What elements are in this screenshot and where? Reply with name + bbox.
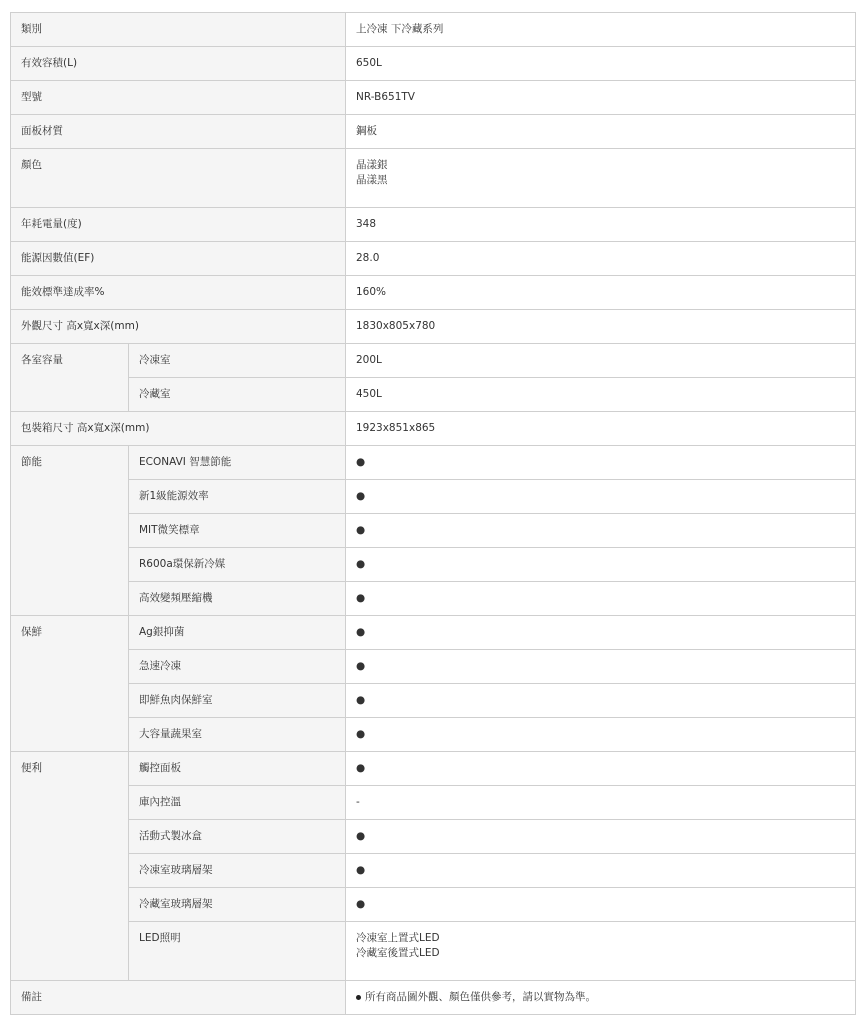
row-value: ●	[346, 854, 856, 888]
table-row-fresh	[11, 684, 856, 718]
row-label: 型號	[11, 81, 346, 115]
row-value: 160%	[346, 276, 856, 310]
table-row-panel	[11, 115, 856, 149]
table-row-fresh	[11, 650, 856, 684]
row-value: ●	[346, 684, 856, 718]
sub-label: 觸控面板	[129, 752, 346, 786]
row-label: 面板材質	[11, 115, 346, 149]
row-label: 有效容積(L)	[11, 47, 346, 81]
sub-label: ECONAVI 智慧節能	[129, 446, 346, 480]
row-value: 348	[346, 208, 856, 242]
value-line: 晶漾銀	[356, 159, 388, 171]
sub-label: 冷凍室	[129, 344, 346, 378]
table-row-efficiency	[11, 276, 856, 310]
table-row-convenience	[11, 786, 856, 820]
sub-label: Ag銀抑菌	[129, 616, 346, 650]
row-value: ●	[346, 650, 856, 684]
row-value: ●	[346, 582, 856, 616]
table-row-compartment	[11, 378, 856, 412]
group-label: 保鮮	[11, 616, 129, 752]
row-label: 能效標準達成率%	[11, 276, 346, 310]
row-value: 1923x851x865	[346, 412, 856, 446]
row-value: 28.0	[346, 242, 856, 276]
row-value: 1830x805x780	[346, 310, 856, 344]
table-row-notes	[11, 981, 856, 1015]
row-value: ●	[346, 718, 856, 752]
row-value: 450L	[346, 378, 856, 412]
group-label: 各室容量	[11, 344, 129, 412]
row-value: ●	[346, 820, 856, 854]
table-row-energy	[11, 208, 856, 242]
sub-label: R600a環保新冷媒	[129, 548, 346, 582]
table-row-fresh	[11, 616, 856, 650]
row-label: 類別	[11, 13, 346, 47]
table-row-model	[11, 81, 856, 115]
row-value: ●	[346, 548, 856, 582]
sub-label: 即鮮魚肉保鮮室	[129, 684, 346, 718]
row-label: 顏色	[11, 149, 346, 208]
row-value	[346, 922, 856, 981]
notes-text: 所有商品圖外觀、顏色僅供參考，請以實物為準。	[365, 991, 596, 1003]
bullet-icon	[356, 995, 361, 1000]
sub-label: 冷凍室玻璃層架	[129, 854, 346, 888]
table-row-saving	[11, 514, 856, 548]
sub-label: 活動式製冰盒	[129, 820, 346, 854]
table-row-saving	[11, 446, 856, 480]
sub-label: 大容量蔬果室	[129, 718, 346, 752]
table-row-convenience	[11, 888, 856, 922]
row-value: ●	[346, 752, 856, 786]
row-value: 鋼板	[346, 115, 856, 149]
table-row-capacity	[11, 47, 856, 81]
value-line: 冷凍室上置式LED	[356, 932, 440, 944]
table-row-saving	[11, 480, 856, 514]
group-label: 節能	[11, 446, 129, 616]
row-value: ●	[346, 446, 856, 480]
sub-label: 急速冷凍	[129, 650, 346, 684]
table-row-ef	[11, 242, 856, 276]
row-value: NR-B651TV	[346, 81, 856, 115]
row-label: 包裝箱尺寸 高x寬x深(mm)	[11, 412, 346, 446]
table-row-compartment	[11, 344, 856, 378]
table-row-saving	[11, 582, 856, 616]
sub-label: 新1級能源效率	[129, 480, 346, 514]
sub-label: MIT微笑標章	[129, 514, 346, 548]
row-value: 650L	[346, 47, 856, 81]
table-row-package	[11, 412, 856, 446]
row-value: ●	[346, 888, 856, 922]
table-row-saving	[11, 548, 856, 582]
group-label: 便利	[11, 752, 129, 981]
row-value	[346, 149, 856, 208]
sub-label: 冷藏室玻璃層架	[129, 888, 346, 922]
row-value: -	[346, 786, 856, 820]
spec-table	[10, 12, 856, 1015]
table-row-dimensions	[11, 310, 856, 344]
sub-label: 冷藏室	[129, 378, 346, 412]
sub-label: LED照明	[129, 922, 346, 981]
row-label: 能源因數值(EF)	[11, 242, 346, 276]
value-line: 冷藏室後置式LED	[356, 947, 440, 959]
row-label: 備註	[11, 981, 346, 1015]
table-row-convenience	[11, 922, 856, 981]
row-value: 200L	[346, 344, 856, 378]
row-label: 年耗電量(度)	[11, 208, 346, 242]
table-row-category	[11, 13, 856, 47]
row-value: ●	[346, 616, 856, 650]
table-row-convenience	[11, 820, 856, 854]
row-value: 上冷凍 下冷藏系列	[346, 13, 856, 47]
row-label: 外觀尺寸 高x寬x深(mm)	[11, 310, 346, 344]
row-value: ●	[346, 514, 856, 548]
table-row-fresh	[11, 718, 856, 752]
table-row-convenience	[11, 854, 856, 888]
sub-label: 庫內控溫	[129, 786, 346, 820]
sub-label: 高效變頻壓縮機	[129, 582, 346, 616]
row-value: ●	[346, 480, 856, 514]
table-row-color	[11, 149, 856, 208]
table-row-convenience	[11, 752, 856, 786]
value-line: 晶漾黑	[356, 174, 388, 186]
row-value	[346, 981, 856, 1015]
